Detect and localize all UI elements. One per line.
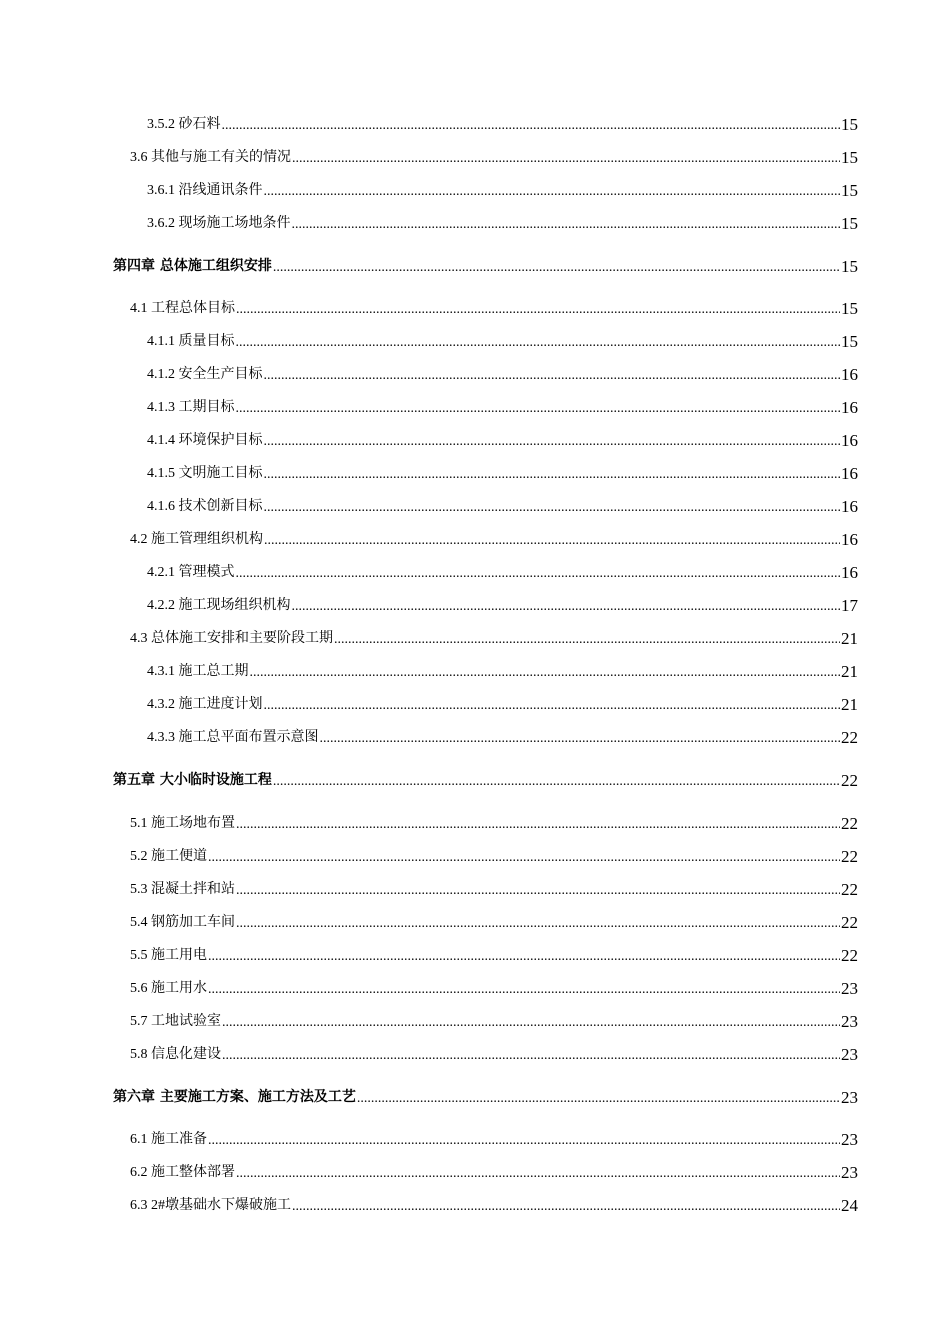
toc-dot-leader bbox=[208, 851, 840, 865]
toc-page-number: 16 bbox=[841, 398, 858, 417]
toc-entry-label: 4.1.2 安全生产目标 bbox=[147, 367, 263, 382]
toc-entry-label: 3.6.1 沿线通讯条件 bbox=[147, 183, 263, 198]
toc-entry-label: 4.1 工程总体目标 bbox=[130, 301, 235, 316]
toc-dot-leader bbox=[250, 666, 841, 680]
toc-page-number: 15 bbox=[841, 181, 858, 200]
toc-entry[interactable] bbox=[0, 696, 858, 713]
toc-page-number: 15 bbox=[841, 148, 858, 167]
toc-page-number: 15 bbox=[841, 332, 858, 351]
toc-entry-label: 5.2 施工便道 bbox=[130, 849, 207, 864]
toc-dot-leader bbox=[208, 950, 840, 964]
toc-entry[interactable] bbox=[0, 366, 858, 383]
toc-entry[interactable] bbox=[0, 597, 858, 614]
toc-page-number: 23 bbox=[841, 1088, 858, 1107]
toc-page-number: 23 bbox=[841, 979, 858, 998]
toc-page-number: 22 bbox=[841, 847, 858, 866]
toc-dot-leader bbox=[264, 185, 841, 199]
toc-entry[interactable] bbox=[0, 116, 858, 133]
toc-entry[interactable] bbox=[0, 432, 858, 449]
toc-entry-label: 4.2 施工管理组织机构 bbox=[130, 532, 263, 547]
toc-entry-label: 3.6 其他与施工有关的情况 bbox=[130, 150, 291, 165]
toc-entry-label: 3.6.2 现场施工场地条件 bbox=[147, 216, 291, 231]
toc-entry-label: 6.3 2#墩基础水下爆破施工 bbox=[130, 1198, 291, 1213]
toc-dot-leader bbox=[236, 303, 840, 317]
toc-dot-leader bbox=[264, 534, 840, 548]
toc-page-number: 22 bbox=[841, 913, 858, 932]
toc-entry[interactable] bbox=[0, 182, 858, 199]
toc-entry-label: 4.1.3 工期目标 bbox=[147, 400, 235, 415]
toc-page-number: 22 bbox=[841, 814, 858, 833]
toc-page-number: 23 bbox=[841, 1045, 858, 1064]
toc-entry[interactable] bbox=[0, 531, 858, 548]
toc-page-number: 21 bbox=[841, 629, 858, 648]
toc-entry-label: 4.1.1 质量目标 bbox=[147, 334, 235, 349]
toc-dot-leader bbox=[236, 336, 841, 350]
toc-entry[interactable] bbox=[0, 498, 858, 515]
toc-page-number: 15 bbox=[841, 257, 858, 276]
toc-page-number: 21 bbox=[841, 662, 858, 681]
toc-entry[interactable] bbox=[0, 772, 858, 789]
toc-dot-leader bbox=[292, 218, 841, 232]
toc-dot-leader bbox=[292, 600, 841, 614]
toc-dot-leader bbox=[236, 567, 841, 581]
toc-dot-leader bbox=[236, 402, 841, 416]
toc-entry[interactable] bbox=[0, 1164, 858, 1181]
toc-dot-leader bbox=[357, 1092, 840, 1106]
toc-dot-leader bbox=[292, 152, 840, 166]
toc-dot-leader bbox=[208, 983, 840, 997]
toc-entry[interactable] bbox=[0, 1131, 858, 1148]
toc-dot-leader bbox=[292, 1200, 840, 1214]
toc-dot-leader bbox=[273, 775, 840, 789]
toc-entry-label: 5.4 钢筋加工车间 bbox=[130, 915, 235, 930]
toc-entry[interactable] bbox=[0, 980, 858, 997]
toc-page-number: 22 bbox=[841, 728, 858, 747]
toc-entry-label: 6.1 施工准备 bbox=[130, 1132, 207, 1147]
toc-page-number: 16 bbox=[841, 530, 858, 549]
toc-page-number: 15 bbox=[841, 299, 858, 318]
toc-page-number: 16 bbox=[841, 365, 858, 384]
toc-entry-label: 6.2 施工整体部署 bbox=[130, 1165, 235, 1180]
toc-entry-label: 4.3 总体施工安排和主要阶段工期 bbox=[130, 631, 333, 646]
toc-entry[interactable] bbox=[0, 947, 858, 964]
toc-entry[interactable] bbox=[0, 630, 858, 647]
toc-dot-leader bbox=[222, 1016, 840, 1030]
toc-page-number: 15 bbox=[841, 214, 858, 233]
toc-entry-label: 4.3.1 施工总工期 bbox=[147, 664, 249, 679]
toc-dot-leader bbox=[320, 732, 841, 746]
toc-entry[interactable] bbox=[0, 258, 858, 275]
toc-dot-leader bbox=[264, 435, 841, 449]
toc-page-number: 21 bbox=[841, 695, 858, 714]
toc-entry[interactable] bbox=[0, 1046, 858, 1063]
toc-entry[interactable] bbox=[0, 300, 858, 317]
toc-entry-label: 5.1 施工场地布置 bbox=[130, 816, 235, 831]
toc-entry[interactable] bbox=[0, 1197, 858, 1214]
toc-entry[interactable] bbox=[0, 881, 858, 898]
toc-dot-leader bbox=[236, 917, 840, 931]
toc-entry[interactable] bbox=[0, 1089, 858, 1106]
toc-page-number: 22 bbox=[841, 880, 858, 899]
toc-entry-label: 5.8 信息化建设 bbox=[130, 1047, 221, 1062]
toc-entry[interactable] bbox=[0, 663, 858, 680]
toc-entry-label: 5.6 施工用水 bbox=[130, 981, 207, 996]
toc-entry[interactable] bbox=[0, 149, 858, 166]
toc-page-number: 23 bbox=[841, 1163, 858, 1182]
toc-page-number: 16 bbox=[841, 431, 858, 450]
toc-entry-label: 5.5 施工用电 bbox=[130, 948, 207, 963]
toc-entry-label: 3.5.2 砂石料 bbox=[147, 117, 221, 132]
toc-page-number: 23 bbox=[841, 1130, 858, 1149]
toc-entry-label: 第四章 总体施工组织安排 bbox=[113, 258, 272, 274]
toc-entry-label: 4.2.2 施工现场组织机构 bbox=[147, 598, 291, 613]
toc-entry-label: 4.1.4 环境保护目标 bbox=[147, 433, 263, 448]
toc-entry[interactable] bbox=[0, 333, 858, 350]
toc-entry[interactable] bbox=[0, 1013, 858, 1030]
toc-entry[interactable] bbox=[0, 215, 858, 232]
toc-page-number: 16 bbox=[841, 497, 858, 516]
toc-entry-label: 第五章 大小临时设施工程 bbox=[113, 772, 272, 788]
toc-entry-label: 4.2.1 管理模式 bbox=[147, 565, 235, 580]
toc-entry[interactable] bbox=[0, 848, 858, 865]
toc-entry[interactable] bbox=[0, 729, 858, 746]
toc-dot-leader bbox=[208, 1134, 840, 1148]
toc-page-number: 23 bbox=[841, 1012, 858, 1031]
toc-dot-leader bbox=[264, 468, 841, 482]
toc-dot-leader bbox=[264, 501, 841, 515]
toc-entry-label: 4.3.3 施工总平面布置示意图 bbox=[147, 730, 319, 745]
toc-entry[interactable] bbox=[0, 815, 858, 832]
toc-page-number: 17 bbox=[841, 596, 858, 615]
toc-entry-label: 第六章 主要施工方案、施工方法及工艺 bbox=[113, 1089, 356, 1105]
toc-dot-leader bbox=[236, 884, 840, 898]
toc-dot-leader bbox=[222, 1049, 840, 1063]
toc-page-number: 16 bbox=[841, 563, 858, 582]
toc-page-number: 22 bbox=[841, 946, 858, 965]
toc-dot-leader bbox=[222, 119, 841, 133]
toc-entry[interactable] bbox=[0, 564, 858, 581]
toc-entry[interactable] bbox=[0, 465, 858, 482]
toc-dot-leader bbox=[273, 261, 840, 275]
toc-page-number: 22 bbox=[841, 771, 858, 790]
toc-entry-label: 5.3 混凝土拌和站 bbox=[130, 882, 235, 897]
toc-dot-leader bbox=[264, 369, 841, 383]
toc-entry-label: 5.7 工地试验室 bbox=[130, 1014, 221, 1029]
toc-dot-leader bbox=[236, 818, 840, 832]
toc-page-number: 16 bbox=[841, 464, 858, 483]
toc-page-number: 15 bbox=[841, 115, 858, 134]
toc-entry-label: 4.1.6 技术创新目标 bbox=[147, 499, 263, 514]
toc-entry[interactable] bbox=[0, 399, 858, 416]
toc-page-number: 24 bbox=[841, 1196, 858, 1215]
toc-dot-leader bbox=[334, 633, 840, 647]
toc-dot-leader bbox=[236, 1167, 840, 1181]
toc-entry-label: 4.1.5 文明施工目标 bbox=[147, 466, 263, 481]
toc-dot-leader bbox=[264, 699, 841, 713]
toc-entry[interactable] bbox=[0, 914, 858, 931]
toc-entry-label: 4.3.2 施工进度计划 bbox=[147, 697, 263, 712]
